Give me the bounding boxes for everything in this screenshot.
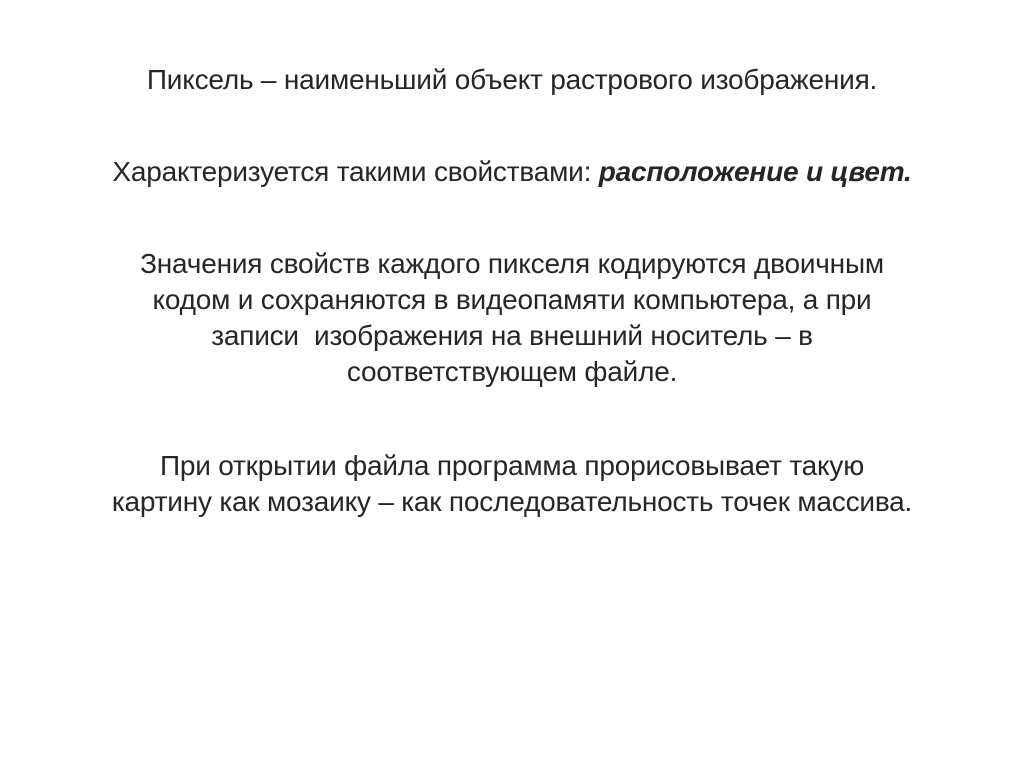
paragraph-rendering-line: картину как мозаику – как последовательность точек массива.: [111, 486, 913, 517]
paragraph-pixel-definition: [40, 62, 984, 98]
paragraph-encoding-line: Значения свойств каждого пикселя кодируются двоичным: [140, 248, 884, 279]
paragraph-properties-text: Характеризуется такими свойствами:: [112, 156, 599, 187]
paragraph-encoding-line: соответствующем файле.: [346, 356, 678, 387]
paragraph-encoding-line: кодом и сохраняются в видеопамяти компьютера, а при: [152, 284, 872, 315]
paragraph-rendering: [40, 448, 984, 520]
paragraph-encoding-line: записи изображения на внешний носитель – в: [211, 320, 813, 351]
paragraph-encoding: [40, 246, 984, 390]
paragraph-pixel-definition-text: Пиксель – наименьший объект растрового изображения.: [146, 64, 878, 95]
paragraph-properties: [40, 154, 984, 190]
properties-emphasis: расположение и цвет.: [598, 156, 912, 187]
paragraph-rendering-line: При открытии файла программа прорисовывает такую: [159, 450, 865, 481]
